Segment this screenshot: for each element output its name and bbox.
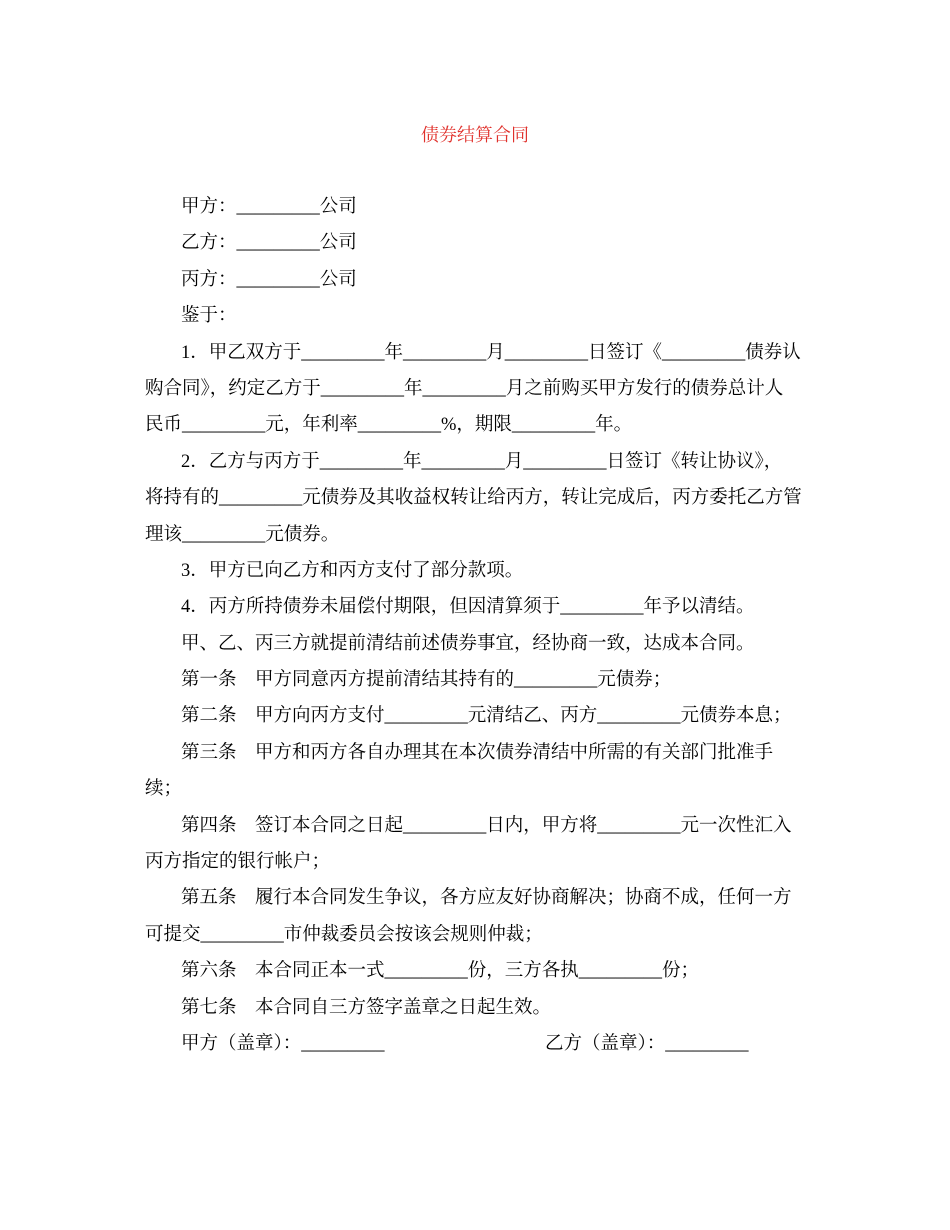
article-3 (145, 735, 805, 808)
article-5-line-1: 第五条 履行本合同发生争议，各方应友好协商解决；协商不成，任何一方 (181, 888, 792, 909)
agreement-statement (145, 626, 805, 662)
party-c-line: 丙方：_________公司 (181, 269, 357, 290)
article-6-line-1: 第六条 本合同正本一式_________份，三方各执_________份； (181, 961, 700, 982)
party-a-seal-line: 甲方（盖章）：_________ (181, 1033, 385, 1054)
recital-1-line-1: 1．甲乙双方于_________年_________月_________日签订《_________债券认 (181, 342, 801, 363)
recital-3 (145, 553, 805, 589)
recital-2-line-3: 理该_________元债券。 (145, 524, 340, 545)
document-body (145, 189, 805, 1062)
recital-3-line-1: 3．甲方已向乙方和丙方支付了部分款项。 (181, 560, 524, 581)
party-b-paragraph (145, 225, 805, 261)
party-a-line: 甲方：_________公司 (181, 197, 357, 217)
article-3-line-2: 续； (145, 779, 183, 800)
article-1 (145, 662, 805, 698)
recital-1-line-2: 购合同》，约定乙方于_________年_________月之前购买甲方发行的债券总计人 (145, 378, 784, 399)
party-a-paragraph (145, 189, 805, 225)
article-5-line-2: 可提交_________市仲裁委员会按该会规则仲裁； (145, 924, 543, 945)
article-3-line-1: 第三条 甲方和丙方各自办理其在本次债券清结中所需的有关部门批准手 (181, 742, 774, 763)
recital-2-line-2: 将持有的_________元债券及其收益权转让给丙方，转让完成后，丙方委托乙方管 (145, 488, 802, 509)
recital-1-line-3: 民币_________元，年利率_________%，期限_________年。 (145, 415, 633, 436)
article-2-line-1: 第二条 甲方向丙方支付_________元清结乙、丙方_________元债券本息； (181, 706, 792, 727)
article-4-line-2: 丙方指定的银行帐户； (145, 852, 331, 873)
article-1-line-1: 第一条 甲方同意丙方提前清结其持有的_________元债券； (181, 670, 672, 691)
article-4 (145, 808, 805, 881)
party-c-paragraph (145, 262, 805, 298)
recital-4-line-1: 4．丙方所持债券未届偿付期限，但因清算须于_________年予以清结。 (181, 597, 755, 618)
party-b-line: 乙方：_________公司 (181, 233, 357, 254)
recital-2 (145, 444, 805, 553)
article-7-line-1: 第七条 本合同自三方签字盖章之日起生效。 (181, 997, 552, 1018)
article-4-line-1: 第四条 签订本合同之日起_________日内，甲方将_________元一次性汇入 (181, 815, 792, 836)
recital-1 (145, 335, 805, 444)
article-5 (145, 880, 805, 953)
article-2 (145, 698, 805, 734)
article-6 (145, 953, 805, 989)
document-title: 债券结算合同 (421, 125, 529, 145)
agreement-statement-line-1: 甲、乙、丙三方就提前清结前述债券事宜，经协商一致，达成本合同。 (181, 633, 755, 654)
party-b-seal-line: 乙方（盖章）：_________ (545, 1033, 749, 1054)
recital-2-line-1: 2．乙方与丙方于_________年_________月_________日签订《转让协议》， (181, 451, 783, 472)
whereas-paragraph (145, 298, 805, 334)
recital-4 (145, 589, 805, 625)
article-7 (145, 990, 805, 1026)
signature-row (145, 1026, 805, 1062)
whereas-heading: 鉴于： (181, 306, 237, 327)
